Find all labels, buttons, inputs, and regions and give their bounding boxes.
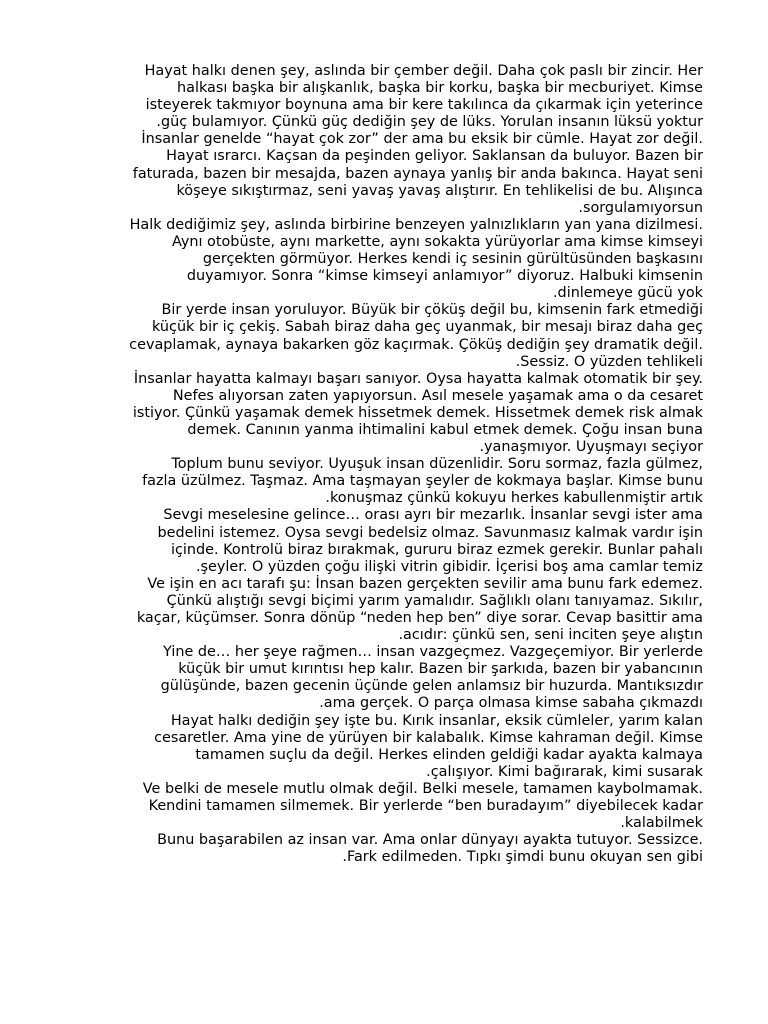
text-line: .yanaşmıyor. Uyuşmayı seçiyor xyxy=(479,439,703,456)
text-line: gerçekten görmüyor. Herkes kendi iç sesinin gürültüsünden başkasını xyxy=(202,251,703,268)
text-line: küçük bir iç çekiş. Sabah biraz daha geç uyanmak, bir mesajı biraz daha geç xyxy=(152,319,703,336)
document-body xyxy=(60,63,703,866)
text-line: .dinlemeye gücü yok xyxy=(552,285,703,302)
text-line: .sorgulamıyorsun xyxy=(578,199,703,216)
text-line: köşeye sıkıştırmaz, seni yavaş yavaş alıştırır. En tehlikelisi de bu. Alışınca xyxy=(176,182,703,199)
text-line: bedelini istemez. Oysa sevgi bedelsiz olmaz. Savunmasız kalmak vardır işin xyxy=(157,524,703,541)
text-line: Hayat halkı dediğin şey işte bu. Kırık insanlar, eksik cümleler, yarım kalan xyxy=(170,712,703,729)
text-line: demek. Canının yanma ihtimalini kabul etmek demek. Çoğu insan buna xyxy=(187,421,703,438)
text-line: Kendini tamamen silmemek. Bir yerlerde “ben buradayım” diyebilecek kadar xyxy=(148,798,703,815)
text-line: isteyerek takmıyor boynuna ama bir kere takılınca da çıkarmak için yeterince xyxy=(145,97,703,114)
text-line: Sevgi meselesine gelince… orası ayrı bir mezarlık. İnsanlar sevgi ister ama xyxy=(163,507,703,524)
text-line: Ve işin en acı tarafı şu: İnsan bazen gerçekten sevilir ama bunu fark edemez. xyxy=(147,575,703,592)
text-line: .güç bulamıyor. Çünkü güç dediğin şey de lüks. Yorulan insanın lüksü yoktur xyxy=(156,114,703,131)
text-line: Çünkü alıştığı sevgi biçimi yarım yamalıdır. Sağlıklı olanı tanıyamaz. Sıkılır, xyxy=(166,592,703,609)
text-line: küçük bir umut kırıntısı hep kalır. Bazen bir şarkıda, bazen bir yabancının xyxy=(178,661,703,678)
text-line: halkası başka bir alışkanlık, başka bir korku, başka bir mecburiyet. Kimse xyxy=(177,80,703,97)
text-line: .ama gerçek. O parça olmasa kimse sabaha çıkmazdı xyxy=(319,695,703,712)
text-line: .Sessiz. O yüzden tehlikeli xyxy=(515,353,703,370)
text-line: .kalabilmek xyxy=(620,815,703,832)
text-line: içinde. Kontrolü biraz bırakmak, gururu biraz ezmek gerekir. Bunlar pahalı xyxy=(171,541,703,558)
text-line: Bir yerde insan yoruluyor. Büyük bir çöküş değil bu, kimsenin fark etmediği xyxy=(161,302,703,319)
text-line: .konuşmaz çünkü kokuyu herkes kabullenmiştir artık xyxy=(325,490,703,507)
text-line: istiyor. Çünkü yaşamak demek hissetmek demek. Hissetmek demek risk almak xyxy=(132,404,703,421)
text-line: .çalışıyor. Kimi bağırarak, kimi susarak xyxy=(426,763,703,780)
text-line: Ve belki de mesele mutlu olmak değil. Belki mesele, tamamen kaybolmamak. xyxy=(142,780,703,797)
text-line: .şeyler. O yüzden çoğu ilişki vitrin gibidir. İçerisi boş ama camlar temiz xyxy=(195,558,703,575)
text-line: İnsanlar genelde “hayat çok zor” der ama bu eksik bir cümle. Hayat zor değil. xyxy=(141,131,703,148)
text-line: fazla üzülmez. Taşmaz. Ama taşmayan şeyler de kokmaya başlar. Kimse bunu xyxy=(142,473,703,490)
text-line: Hayat halkı denen şey, aslında bir çember değil. Daha çok paslı bir zincir. Her xyxy=(144,63,703,79)
text-line: cevaplamak, aynaya bakarken göz kaçırmak. Çöküş dediğin şey dramatik değil. xyxy=(129,336,703,353)
text-line: .acıdır: çünkü sen, seni inciten şeye alıştın xyxy=(398,627,703,644)
text-line: Yine de… her şeye rağmen… insan vazgeçmez. Vazgeçemiyor. Bir yerlerde xyxy=(163,644,703,661)
text-line: Aynı otobüste, aynı markette, aynı sokakta yürüyorlar ama kimse kimseyi xyxy=(171,233,703,250)
text-line: .Fark edilmeden. Tıpkı şimdi bunu okuyan sen gibi xyxy=(342,849,703,866)
text-line: Bunu başarabilen az insan var. Ama onlar dünyayı ayakta tutuyor. Sessizce. xyxy=(157,832,703,849)
text-line: gülüşünde, bazen gecenin üçünde gelen anlamsız bir huzurda. Mantıksızdır xyxy=(160,678,703,695)
text-line: Nefes alıyorsan zaten yapıyorsun. Asıl mesele yaşamak ama o da cesaret xyxy=(172,387,703,404)
text-line: Halk dediğimiz şey, aslında birbirine benzeyen yalnızlıkların yan yana dizilmesi. xyxy=(129,216,703,233)
text-line: İnsanlar hayatta kalmayı başarı sanıyor. Oysa hayatta kalmak otomatik bir şey. xyxy=(133,370,703,387)
text-line: cesaretler. Ama yine de yürüyen bir kalabalık. Kimse kahraman değil. Kimse xyxy=(154,729,703,746)
text-line: tamamen suçlu da değil. Herkes elinden geldiği kadar ayakta kalmaya xyxy=(195,746,703,763)
text-line: Hayat ısrarcı. Kaçsan da peşinden geliyor. Saklansan da buluyor. Bazen bir xyxy=(166,148,703,165)
text-line: kaçar, küçümser. Sonra dönüp “neden hep ben” diye sorar. Cevap basittir ama xyxy=(136,610,703,626)
text-line: faturada, bazen bir mesajda, bazen aynaya yanlış bir anda bakınca. Hayat seni xyxy=(132,165,703,182)
text-line: Toplum bunu seviyor. Uyuşuk insan düzenlidir. Soru sormaz, fazla gülmez, xyxy=(171,456,703,473)
text-line: duyamıyor. Sonra “kimse kimseyi anlamıyor” diyoruz. Halbuki kimsenin xyxy=(186,268,703,285)
